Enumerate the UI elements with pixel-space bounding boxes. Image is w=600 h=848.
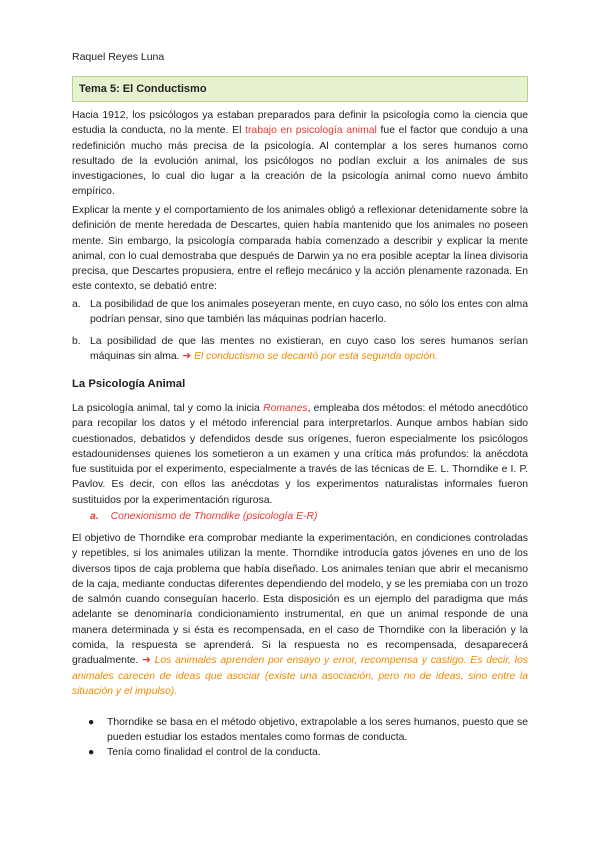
paragraph-thorndike: El objetivo de Thorndike era comprobar mediante la experimentación, en condiciones controladas y repetibles, si los animales utilizan la mente. Thorndike introducía gatos jóvenes en uno de los diversos tipos de caja problema que había diseñado. Los animales tenían que abrir el mecanismo de la caja, mediante conductas diferentes dependiendo del modelo, y se les premiaba con un trozo de salmón cuando conseguían hacerlo. Esta disposición es un ejemplo del paradigma que más adelante se denominaría condicionamiento instrumental, en que un animal responde de una manera determinada y si ésta es recompensada, en el caso de Thorndike con la liberación y la comida, la respuesta se aprenderá. Si la respuesta no es recompensada, desaparecerá gradualmente. ➜ Los animales aprenden por ensayo y error, recompensa y castigo. Es decir, los animales carecen de ideas que asociar (existe una asociación, pero no de ideas, sino entre la situación y el impulso). [72, 533, 528, 697]
highlight-trabajo-psicologia-animal: trabajo en psicología animal [245, 125, 377, 137]
arrow-right-icon: ➜ [182, 351, 192, 363]
list-item-a: a. La posibilidad de que los animales poseyeran mente, en cuyo caso, no sólo los entes con alma podrían pensar, sino que también las máquinas podrían hacerlo. [72, 299, 528, 326]
subsection-heading: a. Conexionismo de Thorndike (psicología E-R) [90, 511, 318, 522]
bullet-item: ● Tenía como finalidad el control de la conducta. [107, 745, 528, 760]
paragraph-descartes: Explicar la mente y el comportamiento de los animales obligó a reflexionar detenidamente sobre la definición de mente heredada de Descartes, quien había mantenido que los animales no poseen mente. Sin embargo, la psicología comparada había comenzado a describir y explicar la mente animal, con lo cual demostraba que después de Darwin ya no era posible aceptar la línea divisoria precisa, que Descartes propusiera, entre el reflejo mecánico y la acción plenamente razonada. En este contexto, se debatió entre: [72, 205, 528, 293]
bullet-item: ● Thorndike se basa en el método objetivo, extrapolable a los seres humanos, puesto que se pueden estudiar los estados mentales como formas de conducta. [88, 717, 528, 744]
list-marker: b. [72, 336, 81, 347]
paragraph-romanes: La psicología animal, tal y como la inicia Romanes, empleaba dos métodos: el método anecdótico para recopilar los datos y el método inferencial para interpretarlos. Aunque ambos habían sido cuestionados, debatidos y defendidos desde sus orígenes, fueron especialmente los psicólogos estadounidenses quienes los sometieron a un examen y una crítica más profundos: la anécdota fue sustituida por el experimento, especialmente a través de las técnicas de E. L. Thorndike e I. P. Pavlov. Es decir, con ellos las anécdotas y los experimentos naturalistas informales fueron sustituidos por la experimentación rigurosa. [72, 403, 528, 506]
page-title: Tema 5: El Conductismo [72, 76, 528, 102]
section-heading: La Psicología Animal [72, 378, 186, 390]
paragraph-intro: Hacia 1912, los psicólogos ya estaban preparados para definir la psicología como la ciencia que estudia la conducta, no la mente. El trabajo en psicología animal fue el factor que condujo a una redefinición mucho más precisa de la psicología. Al contemplar a los seres humanos como resultado de la evolución animal, los psicólogos no podían excluir a los animales de sus investigaciones, lo cual dio lugar a la creación de la psicología animal como nuevo ámbito empírico. [72, 110, 529, 198]
author-name: Raquel Reyes Luna [72, 51, 165, 63]
bullet-icon: ● [88, 747, 95, 758]
arrow-right-icon: ➜ [142, 655, 151, 667]
list-item-b: b. La posibilidad de que las mentes no existieran, en cuyo caso los seres humanos serían máquinas sin alma. ➜ El conductismo se decantó por esta segunda opción. [72, 336, 528, 363]
highlight-romanes: Romanes [263, 403, 308, 414]
note-ensayo-error: Los animales aprenden por ensayo y error, recompensa y castigo. Es decir, los animales carecen de ideas que asociar (existe una asociación, pero no de ideas, sino entre la situación y el impulso). [72, 655, 528, 697]
bullet-icon: ● [88, 717, 95, 728]
note-conductismo: El conductismo se decantó por esta segunda opción. [191, 351, 438, 363]
list-marker: a. [72, 299, 81, 310]
